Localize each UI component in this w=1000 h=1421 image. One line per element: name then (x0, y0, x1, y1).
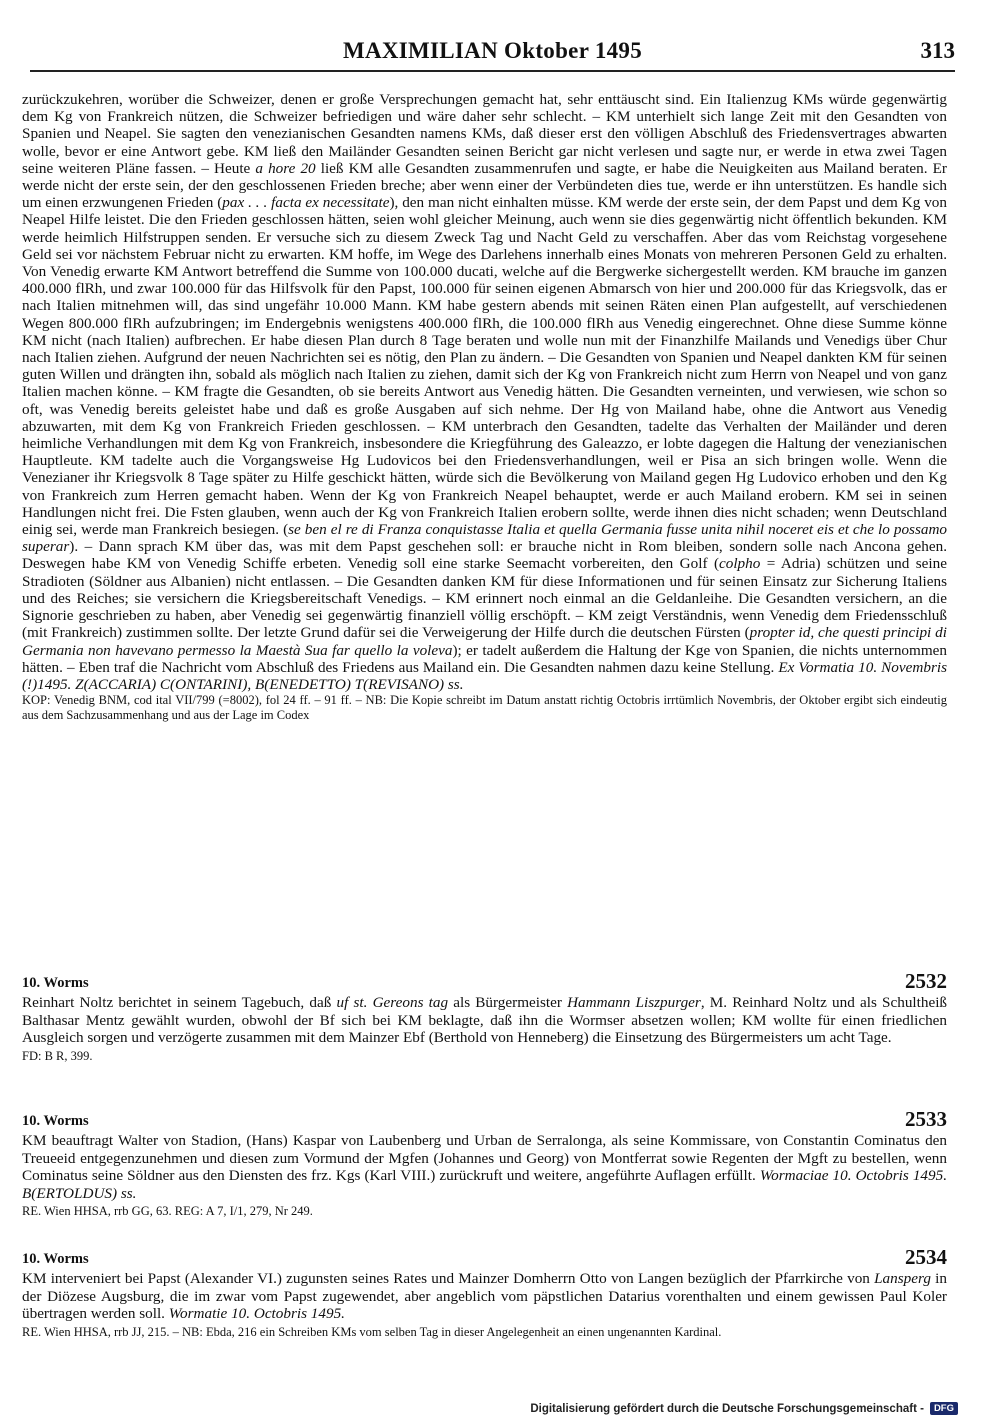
continued-entry (22, 91, 947, 723)
page-header (30, 34, 955, 70)
entry-2533 (22, 1107, 947, 1219)
entry-2532 (22, 969, 948, 1064)
source-note: KOP: Venedig BNM, cod ital VII/799 (=8002), fol 24 ff. – 91 ff. – NB: Die Kopie schreibt im Datum anstatt richtig Octobris irrtümlich Novembris, der Oktober ergibt sich eindeutig aus dem Sachzusammenhang und aus der Lage im Codex (22, 693, 947, 723)
entry-text: Reinhart Noltz berichtet in seinem Tagebuch, daß uf st. Gereons tag als Bürgermeister Hammann Liszpurger, M. Reinhard Noltz und als Schultheiß Balthasar Mentz gewählt wurden, obwohl der Bf sich bei KM beklagte, daß ihn die Wormser absetzen wollen; KM wollte für einen friedlichen Ausgleich sorgen und verzögerte zusammen mit dem Mainzer Ebf (Berthold von Henneberg) die Einsetzung des Bürgermeisters um acht Tage. (22, 994, 948, 1046)
entry-reference: FD: B R, 399. (22, 1048, 93, 1063)
entry-header (22, 1107, 947, 1132)
entry-date-place: 10. Worms (22, 1113, 89, 1129)
continued-entry-text: zurückzukehren, worüber die Schweizer, denen er große Versprechungen gemacht hat, sehr enttäuscht sind. Ein Italienzug KMs würde gegenwärtig dem Kg von Frankreich nützen, die Schweizer befriedigen und wäre daher sehr schlecht. – KM unterhielt sich lange Zeit mit den Gesandten von Spanien und Neapel. Sie sagten den venezianischen Gesandten namens KMs, daß dieser erst den völligen Abschluß des Friedensvertrages abwarten wolle, bevor er eine Antwort gebe. KM ließ den Mailänder Gesandten seinen Bericht gar nicht verlesen und sagte nur, er werde in etwa zwei Tagen seine weiteren Pläne fassen. – Heute a hore 20 ließ KM alle Gesandten zusammenrufen und sagte, er habe die Neuigkeiten aus Mailand beraten. Er werde nicht der erste sein, der den geschlossenen Frieden breche; aber wenn einer der Verbündeten dies tue, werde er ihn unterstützen. Es handle sich um einen erzwungenen Frieden (pax . . . facta ex necessitate), den man nicht einhalten müsse. KM werde der erste sein, der dem Papst und dem Kg von Neapel Hilfe leistet. Die den Frieden geschlossen hätten, seien wohl gleicher Meinung, auch wenn sie dies gegenwärtig nicht öffentlich bekunden. KM werde heimlich Hilfstruppen senden. Er versuche sich zu diesem Zweck Tag und Nacht Geld zu verschaffen. Aber das vom Reichstag vorgesehene Geld sei vor nächstem Februar nicht zu erwarten. KM hoffe, im Wege des Darlehens innerhalb eines Monats von mehreren Personen Geld zu erhalten. Von Venedig erwarte KM Antwort betreffend die Summe von 100.000 ducati, welche auf die Bergwerke sichergestellt werden. KM brauche im ganzen 400.000 flRh, und zwar 100.000 für das Hilfsvolk für den Papst, 100.000 für seinen eigenen Abmarsch von hier und 200.000 für das Kriegsvolk, das er nach Italien mitnehmen will, das sind ungefähr 10.000 Mann. KM habe gestern abends mit seinen Räten einen Plan aufgestellt, auf verschiedenen Wegen 800.000 flRh aufzubringen; im Endergebnis wenigstens 400.000 flRh, die 100.000 flRh aus Venedig eingerechnet. Ohne diese Summe könne KM nicht (nach Italien) aufbrechen. Er habe diesen Plan durch 8 Tage beraten und wolle nun mit der Finanzhilfe Mailands und Venedigs über Chur nach Italien ziehen. Aufgrund der neuen Nachrichten sei es nötig, den Plan zu ändern. – Die Gesandten von Spanien und Neapel dankten KM für seinen guten Willen und drängten ihn, sobald als möglich nach Italien zu ziehen, damit sich der Kg von Frankreich nicht zum Herrn von Neapel und von ganz Italien machen könne. – KM fragte die Gesandten, ob sie bereits Antwort aus Venedig hätten. Die Gesandten verneinten, und verwiesen, wie schon so oft, was Venedig bereits geleistet habe und daß es große Ausgaben auf sich nehme. Der Hg von Mailand habe, ohne die Antwort aus Venedig abzuwarten, mit dem Kg von Frankreich Frieden geschlossen. – KM unterbrach den Gesandten, tadelte das Verhalten der Mailänder und deren heimliche Verhandlungen mit dem Kg von Frankreich, insbesondere die Kriegführung des Galeazzo, er lobte dagegen die Haltung der venezianischen Hauptleute. KM tadelte auch die Vorgangsweise Hg Ludovicos bei den Friedensverhandlungen, weil er Pisa an sich bringen wolle. Wenn die Venezianer ihr Kriegsvolk 8 Tage später zu Hilfe geschickt hätten, würde sich die Bevölkerung von Mailand gegen Hg Ludovico erhoben und den Kg von Frankreich zum Herren gemacht haben. Wenn der Kg von Frankreich Neapel behauptet, werde er auch Mailand erobern. KM sei in seinen Handlungen nicht frei. Die Fsten glauben, wenn auch der Kg von Frankreich Italien erobern sollte, werde ihnen dies nicht schaden; wenn Deutschland einig sei, werde man Frankreich besiegen. (se ben el re di Franza conquistasse Italia et quella Germania fusse unita nihil noceret eis et che lo possamo superar). – Dann sprach KM über das, was mit dem Papst geschehen soll: er brauche nicht in Rom bleiben, sondern solle nach Ancona gehen. Deswegen habe KM von Venedig Schiffe erbeten. Venedig soll eine starke Seemacht vorbereiten, den Golf (colpho = Adria) schützen und seine Stradioten (Söldner aus Albanien) nicht entlassen. – Die Gesandten danken KM für diese Informationen und für seinen Einsatz zur Sicherung Italiens und des Reiches; sie versichern die Kriegsbereitschaft Venedigs. – KM erinnert noch einmal an die Geldanleihe. Die Gesandten versichern, an die Signorie geschrieben zu haben, aber Venedig sei gegenwärtig finanziell völlig erschöpft. – KM zeigt Verständnis, wenn Venedig dem Friedensschluß (mit Frankreich) zustimmen sollte. Der letzte Grund dafür sei die Verweigerung der Hilfe durch die deutschen Fürsten (propter id, che questi principi di Germania non havevano permesso la Maestà Sua far quello la voleva); er tadelt außerdem die Haltung der Kge von Spanien, die nichts unternommen hätten. – Eben traf die Nachricht vom Abschluß des Friedens aus Mailand ein. Die Gesandten nahmen dazu keine Stellung. Ex Vormatia 10. Novembris (!)1495. Z(ACCARIA) C(ONTARINI), B(ENEDETTO) T(REVISANO) ss. (22, 91, 948, 693)
entry-header (22, 969, 947, 994)
footer-text: Digitalisierung gefördert durch die Deutsche Forschungsgemeinschaft - (530, 1402, 924, 1415)
dfg-logo: DFG (930, 1402, 958, 1415)
entry-text: KM interveniert bei Papst (Alexander VI.) zugunsten seines Rates und Mainzer Domherrn Otto von Langen bezüglich der Pfarrkirche von Lansperg in der Diözese Augsburg, die im zwar vom Papst zugewendet, aber angeblich vom päpstlichen Datarius vorenthalten und einem gewissen Paul Koler übertragen werden soll. Wormatie 10. Octobris 1495. (22, 1270, 947, 1322)
entry-reference: RE. Wien HHSA, rrb JJ, 215. – NB: Ebda, 216 ein Schreiben KMs vom selben Tag in dieser Angelegenheit an einen ungenannten Kardinal. (22, 1324, 722, 1339)
entry-date-place: 10. Worms (22, 975, 89, 991)
header-rule (30, 70, 955, 72)
running-title: MAXIMILIAN Oktober 1495 (342, 38, 643, 63)
entry-number: 2533 (905, 1107, 947, 1131)
entry-number: 2534 (905, 1245, 947, 1269)
entry-date-place: 10. Worms (22, 1251, 89, 1267)
entry-2534 (22, 1245, 947, 1340)
entry-text: KM beauftragt Walter von Stadion, (Hans) Kaspar von Laubenberg und Urban de Serralonga, als seine Kommissare, von Constantin Cominatus den Treueeid entgegenzunehmen und diesen zum Vormund der Mgfen (Johannes und Georg) von Montferrat sowie Regenten der Mgft zu bestellen, wenn Cominatus seine Söldner aus den Diensten des frz. Kgs (Karl VIII.) zurückruft und weitere, angeführte Auflagen erfüllt. Wormaciae 10. Octobris 1495. B(ERTOLDUS) ss. (22, 1132, 947, 1202)
entry-header (22, 1245, 947, 1270)
digitization-footer (530, 1402, 958, 1415)
page-number: 313 (920, 38, 955, 63)
entry-number: 2532 (905, 969, 947, 993)
entry-reference: RE. Wien HHSA, rrb GG, 63. REG: A 7, I/1, 279, Nr 249. (22, 1204, 313, 1218)
